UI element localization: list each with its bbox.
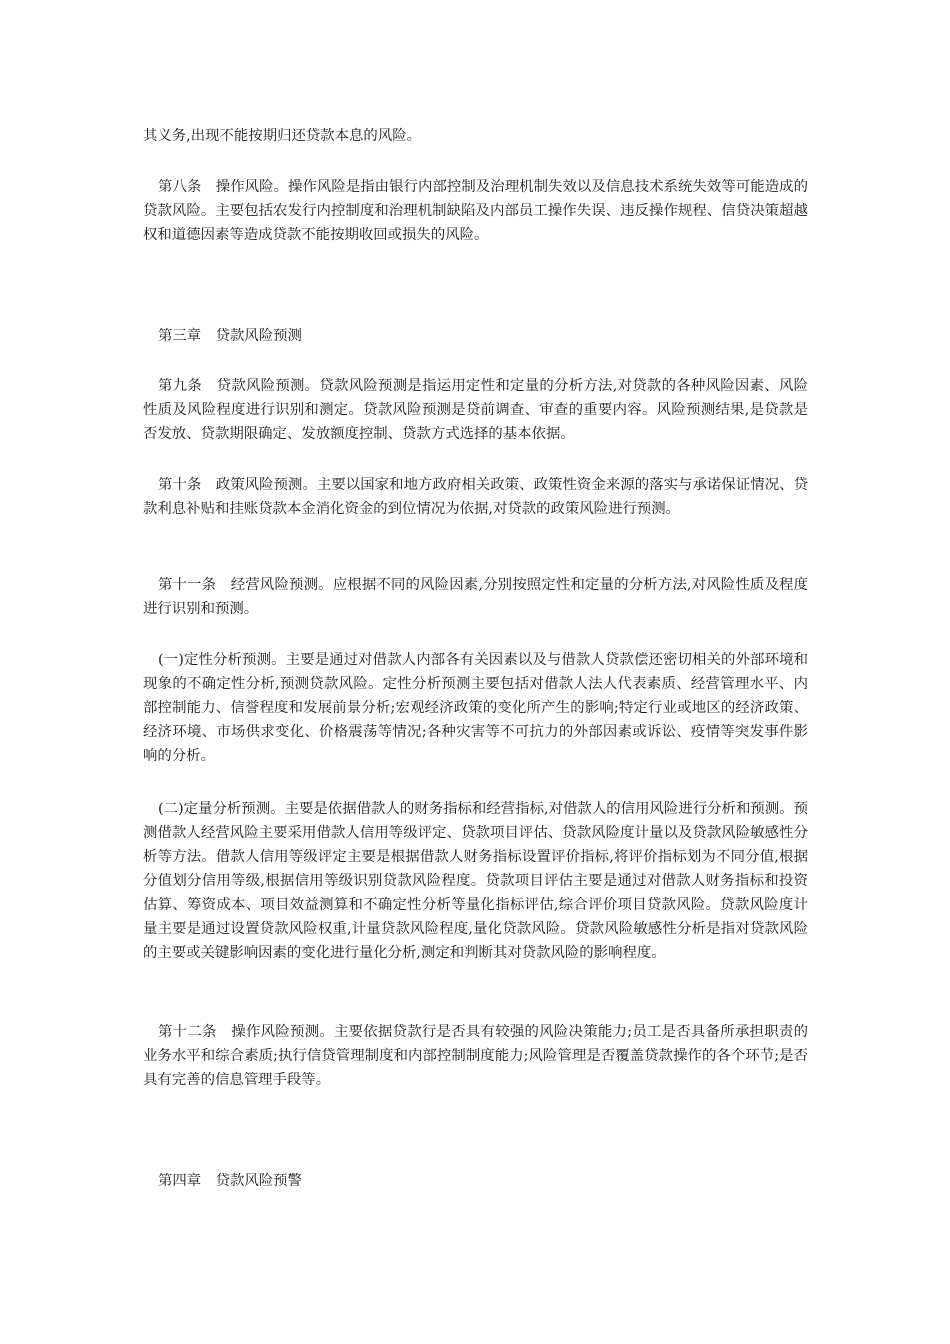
- chapter-3-heading: 第三章 贷款风险预测: [158, 328, 302, 344]
- paragraph-article9: 第九条 贷款风险预测。贷款风险预测是指运用定性和定量的分析方法,对贷款的各种风险因素、风险性质及风险程度进行识别和测定。贷款风险预测是贷前调查、审查的重要内容。风险预测结果,是贷款是否发放、贷款期限确定、发放额度控制、贷款方式选择的基本依据。: [143, 378, 808, 442]
- paragraph-article10: 第十条 政策风险预测。主要以国家和地方政府相关政策、政策性资金来源的落实与承诺保证情况、贷款利息补贴和挂账贷款本金消化资金的到位情况为依据,对贷款的政策风险进行预测。: [143, 477, 808, 517]
- paragraph-article7-continuation: 其义务,出现不能按期归还贷款本息的风险。: [143, 128, 421, 144]
- chapter-4-heading: 第四章 贷款风险预警: [158, 1173, 302, 1189]
- paragraph-qualitative-analysis: (一)定性分析预测。主要是通过对借款人内部各有关因素以及与借款人贷款偿还密切相关的外部环境和现象的不确定性分析,预测贷款风险。定性分析预测主要包括对借款人法人代表素质、经营管理水平、内部控制能力、信誉程度和发展前景分析;宏观经济政策的变化所产生的影响;特定行业或地区的经济政策、经济环境、市场供求变化、价格震荡等情况;各种灾害等不可抗力的外部因素或诉讼、疫情等突发事件影响的分析。: [143, 652, 808, 764]
- paragraph-article12: 第十二条 操作风险预测。主要依据贷款行是否具有较强的风险决策能力;员工是否具备所承担职责的业务水平和综合素质;执行信贷管理制度和内部控制制度能力;风险管理是否覆盖贷款操作的各个环节;是否具有完善的信息管理手段等。: [143, 1024, 808, 1088]
- paragraph-article8: 第八条 操作风险。操作风险是指由银行内部控制及治理机制失效以及信息技术系统失效等可能造成的贷款风险。主要包括农发行内控制度和治理机制缺陷及内部员工操作失误、违反操作规程、信贷决策超越权和道德因素等造成贷款不能按期收回或损失的风险。: [143, 179, 808, 243]
- paragraph-article11: 第十一条 经营风险预测。应根据不同的风险因素,分别按照定性和定量的分析方法,对风险性质及程度进行识别和预测。: [143, 577, 808, 617]
- paragraph-quantitative-analysis: (二)定量分析预测。主要是依据借款人的财务指标和经营指标,对借款人的信用风险进行分析和预测。预测借款人经营风险主要采用借款人信用等级评定、贷款项目评估、贷款风险度计量以及贷款风险敏感性分析等方法。借款人信用等级评定主要是根据借款人财务指标设置评价指标,将评价指标划为不同分值,根据分值划分信用等级,根据信用等级识别贷款风险程度。贷款项目评估主要是通过对借款人财务指标和投资估算、筹资成本、项目效益测算和不确定性分析等量化指标评估,综合评价项目贷款风险。贷款风险度计量主要是通过设置贷款风险权重,计量贷款风险程度,量化贷款风险。贷款风险敏感性分析是指对贷款风险的主要或关键影响因素的变化进行量化分析,测定和判断其对贷款风险的影响程度。: [143, 801, 808, 961]
